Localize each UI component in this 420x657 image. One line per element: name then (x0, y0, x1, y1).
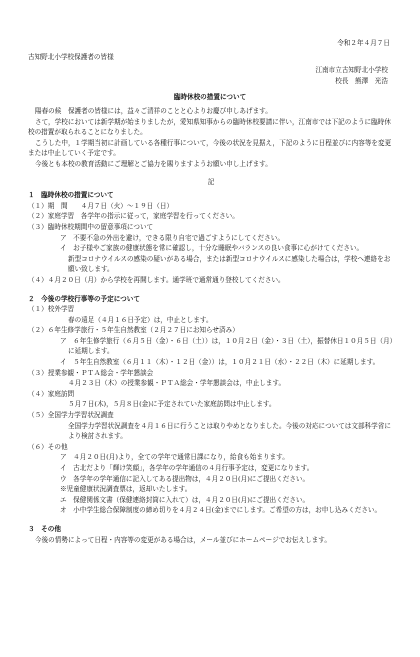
section-2-line: ウ 各学年の学年通信に記入してある提出物は，４月２０日(月)にご提出ください。 (60, 474, 310, 483)
section-2-line: イ ５年生自然教室（６月１１（木）・１２日（金））は，１０月２１日（水）・２２日（木）に延期します。 (60, 358, 380, 367)
section-1-note: ア 不要不急の外出を避け，できる限り自宅で過ごすようにしてください。 (60, 233, 284, 242)
section-3-text: 今後の情勢によって日程・内容等の変更がある場合は，メール並びにホームページでお伝えします。 (35, 535, 331, 544)
section-2-line: ア ４月２０日(月)より，全ての学年で通常日課になり，給食も始まります。 (60, 453, 289, 462)
section-2-line: 春の遠足（４月１６日予定）は，中止とします。 (68, 315, 213, 324)
section-2-lines (28, 304, 394, 516)
section-2-line: ４月２３日（木）の授業参観・ＰＴＡ総会・学年懇談会は，中止します。 (68, 379, 286, 388)
section-2-line: （３）授業参観・ＰＴＡ総会・学年懇談会 (28, 368, 154, 377)
section-1-item: （２）家庭学習 各学年の指示に従って，家庭学習を行ってください。 (28, 212, 239, 221)
section-2-line: ア ６年生修学旅行（６月５日（金）・６日（土））は，１０月２日（金）・３日（土），振替休日１０月５日（月）に延期します。 (60, 336, 393, 356)
section-2-title: ２ 今後の学校行事等の予定について (28, 294, 140, 303)
intro-paragraph: さて，学校においては新学期が始まりましたが，愛知県知事からの臨時休校要請に伴い，江南市では下記のように臨時休校の措置が取られることになりました。 (28, 117, 391, 137)
section-1-item: （１）期 間 ４月７日（火）～１９日（日） (28, 201, 174, 210)
section-1-item: （３）臨時休校期間中の留意事項について (28, 222, 154, 231)
section-2-line: （６）その他 (28, 442, 68, 451)
intro-paragraph: 今後とも本校の教育活動にご理解とご協力を賜りますようお願い申し上げます。 (35, 159, 272, 168)
intro-paragraph: こうした中，１学期当初に計画している各種行事について，今後の状況を見据え，下記のように日程並びに内容等を変更または中止していく予定です。 (28, 138, 392, 158)
school-name: 江南市立古知野北小学校 (315, 66, 388, 74)
section-2-line: 全国学力学習状況調査を４月１６日に行うことは取りやめとなりました。今後の対応については文部科学省により検討されます。 (68, 421, 391, 441)
section-2-line: （１）校外学習 (28, 305, 75, 314)
addressee: 古知野北小学校保護者の皆様 (28, 53, 114, 61)
section-2-line: （４）家庭訪問 (28, 389, 75, 398)
sender-block (315, 65, 388, 87)
section-3-title: ３ その他 (28, 524, 61, 533)
document-body (28, 106, 394, 545)
section-2-line: ※児童健康状況調査票は，返却いたします。 (60, 485, 192, 494)
section-2-line: （２）６年生修学旅行・５年生自然教室（２月２７日にお知らせ済み） (28, 326, 239, 335)
principal-name: 校長 熊澤 光浩 (335, 77, 388, 85)
section-2-line: イ 古北だより「輝け笑顔」，各学年の学年通信の４月行事予定は，変更になります。 (60, 464, 314, 472)
section-2-line: （５）全国学力学習状況調査 (28, 411, 114, 420)
section-1-note-extra: 新型コロナウイルスの感染の疑いがある場合，または新型コロナウイルスに感染した場合は，学校へ連絡をお願い致します。 (68, 254, 391, 274)
section-1-note: イ お子様やご家族の健康状態を常に確認し，十分な睡眠やバランスの良い食事に心がけてください。 (60, 244, 364, 253)
section-2-line: ５月７日(木)，５月８日(金)に予定されていた家庭訪問は中止します。 (68, 400, 276, 409)
document-date: 令和２年４月７日 (337, 39, 390, 47)
section-1-item: （４）４月２０日（月）から学校を再開します。通学班で通常通り登校してください。 (28, 275, 285, 284)
ki-heading: 記 (207, 177, 215, 186)
page-title: 臨時休校の措置について (173, 93, 247, 101)
section-2-line: オ 小中学生総合保障制度の締め切りを４月２４日(金)までにします。ご希望の方は，お申し込みください。 (60, 506, 382, 515)
section-2-line: エ 保健関係文書（保健連絡封筒に入れて）は，４月２０日(月)にご提出ください。 (60, 495, 310, 504)
intro-paragraph: 陽春の候 保護者の皆様には，益々ご清祥のことと心よりお慶び申しあげます。 (35, 107, 272, 115)
section-1-title: １ 臨時休校の措置について (28, 191, 114, 200)
